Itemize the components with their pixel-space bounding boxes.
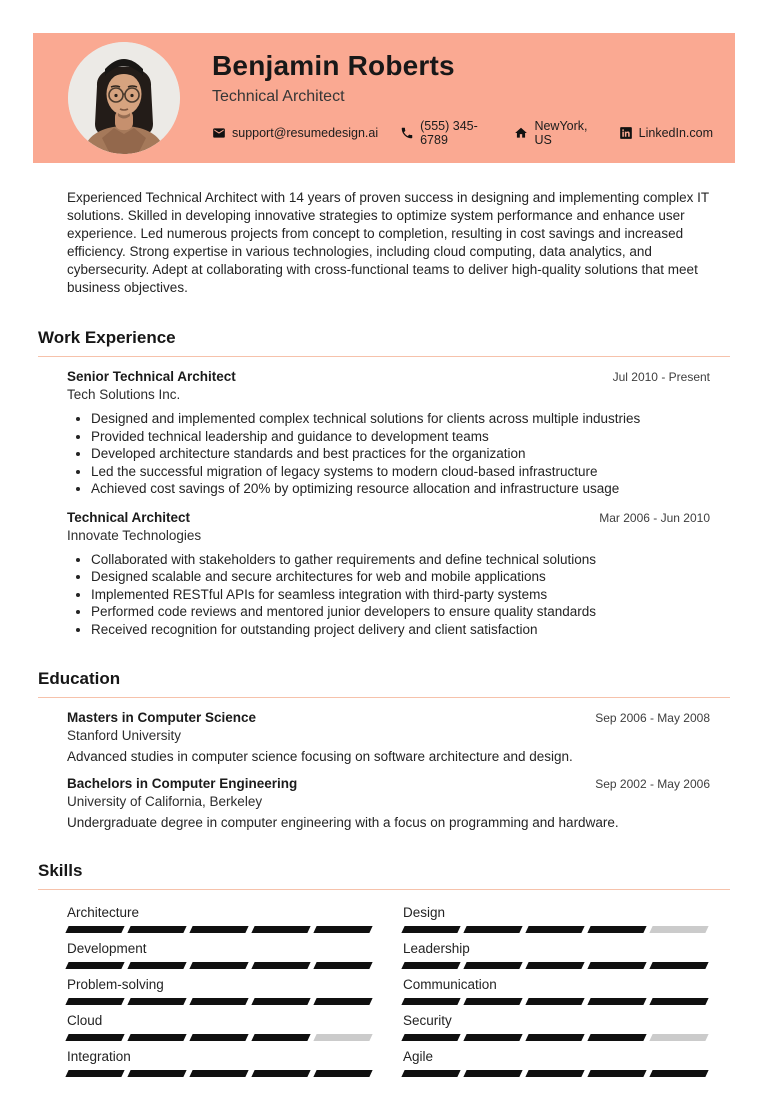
skill-segment-filled <box>189 1070 248 1077</box>
skill-segment-filled <box>127 926 186 933</box>
skill-bar <box>67 1070 377 1077</box>
skill-segment-filled <box>251 1034 310 1041</box>
skill-segment-filled <box>189 926 248 933</box>
skill-segment-filled <box>127 998 186 1005</box>
summary-paragraph: Experienced Technical Architect with 14 years of proven success in designing and implementing complex IT solutions. Skilled in developing innovative strategies to optimize system performance and enhance user experience. Led numerous projects from concept to completion, resulting in cost savings and increased efficiency. Strong expertise in various technologies, including cloud computing, data analytics, and cybersecurity. Adept at collaborating with cross-functional teams to deliver high-quality solutions that meet business objectives. <box>67 190 709 295</box>
skill-segment-filled <box>401 998 460 1005</box>
skills-heading: Skills <box>38 861 730 890</box>
skill-item <box>67 905 377 933</box>
job-bullet: • Developed architecture standards and best practices for the organization <box>91 445 710 463</box>
education-description: Undergraduate degree in computer engineering with a focus on programming and hardware. <box>67 815 619 830</box>
skill-item <box>67 977 377 1005</box>
skill-segment-filled <box>65 1034 124 1041</box>
education-dates: Sep 2006 - May 2008 <box>595 711 710 725</box>
job-bullet: • Received recognition for outstanding project delivery and client satisfaction <box>91 621 710 639</box>
job-bullet: • Achieved cost savings of 20% by optimizing resource allocation and infrastructure usage <box>91 480 710 498</box>
contact-email-text: support@resumedesign.ai <box>232 125 379 140</box>
skill-segment-filled <box>127 1070 186 1077</box>
skill-segment-filled <box>587 998 646 1005</box>
skill-segment-filled <box>587 926 646 933</box>
skill-label: Design <box>403 905 446 920</box>
skill-segment-empty <box>649 1034 708 1041</box>
contact-row <box>212 119 735 147</box>
contact-phone[interactable] <box>400 119 492 147</box>
skill-segment-filled <box>401 962 460 969</box>
skill-item <box>403 1013 713 1041</box>
skill-segment-filled <box>251 962 310 969</box>
work-experience-body <box>67 369 710 638</box>
education-dates: Sep 2002 - May 2006 <box>595 777 710 791</box>
skill-segment-filled <box>463 998 522 1005</box>
resume-header <box>33 33 735 163</box>
skill-segment-filled <box>189 998 248 1005</box>
skill-label: Problem-solving <box>67 977 164 992</box>
header-info <box>212 50 735 147</box>
skill-bar <box>67 962 377 969</box>
skill-item <box>67 1013 377 1041</box>
skill-label: Cloud <box>67 1013 103 1028</box>
contact-linkedin-text: LinkedIn.com <box>638 125 713 140</box>
skill-segment-filled <box>525 998 584 1005</box>
job-bullet: • Designed scalable and secure architectures for web and mobile applications <box>91 568 710 586</box>
skill-segment-filled <box>313 926 372 933</box>
job-bullet: • Implemented RESTful APIs for seamless integration with third-party systems <box>91 586 710 604</box>
skill-bar <box>67 926 377 933</box>
skill-label: Architecture <box>67 905 140 920</box>
skill-segment-filled <box>525 1070 584 1077</box>
skill-segment-filled <box>649 1070 708 1077</box>
contact-email[interactable] <box>212 126 378 140</box>
work-experience-heading: Work Experience <box>38 328 730 357</box>
education-degree: Masters in Computer Science <box>67 710 257 725</box>
skill-label: Integration <box>67 1049 131 1064</box>
skill-item <box>67 941 377 969</box>
skill-segment-filled <box>463 926 522 933</box>
resume-page <box>0 33 768 1111</box>
skill-bar <box>67 1034 377 1041</box>
skill-segment-filled <box>649 962 708 969</box>
skill-segment-filled <box>251 998 310 1005</box>
skill-bar <box>403 998 713 1005</box>
skill-item <box>403 941 713 969</box>
skill-item <box>403 1049 713 1077</box>
skill-segment-filled <box>65 962 124 969</box>
contact-phone-text: (555) 345-6789 <box>420 118 478 147</box>
skill-segment-filled <box>189 962 248 969</box>
skill-bar <box>403 1070 713 1077</box>
skill-segment-filled <box>313 1070 372 1077</box>
job-title: Senior Technical Architect <box>67 369 236 384</box>
skill-bar <box>403 1034 713 1041</box>
education-description: Advanced studies in computer science focusing on software architecture and design. <box>67 749 573 764</box>
skill-item <box>403 977 713 1005</box>
contact-location-text: NewYork, US <box>534 118 588 147</box>
skill-segment-filled <box>463 962 522 969</box>
education-school: University of California, Berkeley <box>67 794 263 809</box>
skill-segment-filled <box>401 1070 460 1077</box>
person-name: Benjamin Roberts <box>212 49 455 81</box>
job-bullet: • Collaborated with stakeholders to gather requirements and define technical solutions <box>91 551 710 569</box>
skills-grid <box>67 905 713 1077</box>
skill-segment-filled <box>189 1034 248 1041</box>
education-school: Stanford University <box>67 728 182 743</box>
skill-label: Security <box>403 1013 452 1028</box>
education-entry <box>67 710 710 764</box>
skill-label: Communication <box>403 977 497 992</box>
education-body <box>67 710 710 830</box>
home-icon <box>514 126 528 140</box>
job-company: Innovate Technologies <box>67 527 202 543</box>
education-degree: Bachelors in Computer Engineering <box>67 776 298 791</box>
skill-segment-filled <box>587 962 646 969</box>
job-entry <box>67 369 710 498</box>
job-company: Tech Solutions Inc. <box>67 387 181 402</box>
skill-label: Leadership <box>403 941 470 956</box>
avatar-illustration <box>68 42 180 154</box>
skill-segment-filled <box>587 1034 646 1041</box>
skill-segment-filled <box>251 926 310 933</box>
skill-segment-filled <box>463 1070 522 1077</box>
skill-bar <box>403 926 713 933</box>
job-dates: Mar 2006 - Jun 2010 <box>599 510 710 525</box>
skill-segment-filled <box>313 962 372 969</box>
person-job-title: Technical Architect <box>212 87 345 105</box>
phone-icon <box>400 126 414 140</box>
skill-segment-filled <box>251 1070 310 1077</box>
skill-segment-filled <box>127 962 186 969</box>
job-bullet: • Led the successful migration of legacy systems to modern cloud-based infrastructure <box>91 463 710 481</box>
avatar <box>68 42 180 154</box>
skill-segment-filled <box>525 962 584 969</box>
skill-segment-filled <box>587 1070 646 1077</box>
skill-segment-filled <box>463 1034 522 1041</box>
skill-item <box>67 1049 377 1077</box>
skill-segment-filled <box>127 1034 186 1041</box>
skill-segment-filled <box>525 1034 584 1041</box>
job-bullet-list <box>67 410 710 498</box>
job-dates: Jul 2010 - Present <box>612 370 710 384</box>
email-icon <box>212 126 226 140</box>
job-bullet: • Provided technical leadership and guidance to development teams <box>91 428 710 446</box>
skill-segment-filled <box>313 998 372 1005</box>
job-bullet-list <box>67 551 710 639</box>
skill-item <box>403 905 713 933</box>
contact-location <box>514 119 596 147</box>
skill-segment-filled <box>65 1070 124 1077</box>
contact-linkedin[interactable] <box>619 126 713 140</box>
education-heading: Education <box>38 669 730 698</box>
skill-segment-filled <box>649 998 708 1005</box>
skill-segment-empty <box>649 926 708 933</box>
education-entry <box>67 776 710 830</box>
linkedin-icon <box>619 126 633 140</box>
skill-segment-filled <box>65 998 124 1005</box>
skill-bar <box>403 962 713 969</box>
skill-segment-filled <box>65 926 124 933</box>
skill-bar <box>67 998 377 1005</box>
skill-segment-filled <box>525 926 584 933</box>
skill-label: Agile <box>403 1049 434 1064</box>
skill-label: Development <box>67 941 147 956</box>
skill-segment-filled <box>401 1034 460 1041</box>
job-title: Technical Architect <box>67 509 191 525</box>
job-bullet: • Performed code reviews and mentored junior developers to ensure quality standards <box>91 603 710 621</box>
skill-segment-empty <box>313 1034 372 1041</box>
skill-segment-filled <box>401 926 460 933</box>
job-entry <box>67 510 710 639</box>
job-bullet: • Designed and implemented complex technical solutions for clients across multiple industries <box>91 410 710 428</box>
